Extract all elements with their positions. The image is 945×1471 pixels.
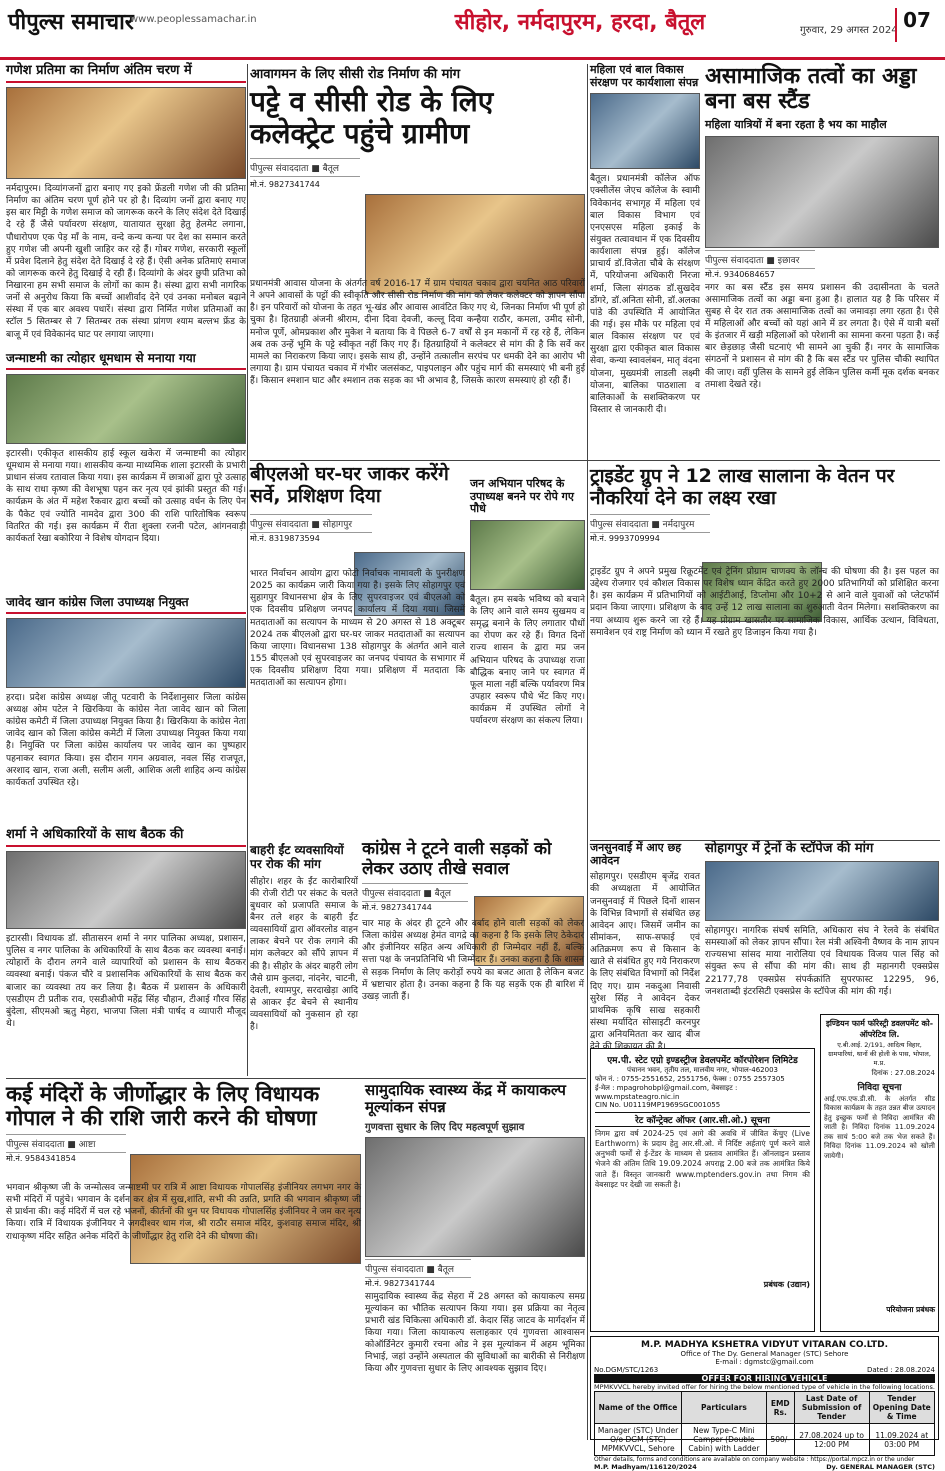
story-body: भगवान श्रीकृष्ण जी के जन्मोत्सव जन्माष्टमी पर रात्रि में आष्टा विधायक गोपालसिंह इंजीनियर लगभग नगर के सभी मंदिरों में पहुंचे। भगवान के दर्शन कर क्षेत्र में सुख,शांति, सभी की उन्नति, प्रगति की भगवान श्रीकृष्ण जी से प्रार्थना की। कई मंदिरों में चल रहे भजनों, कीर्तनों की धुन पर विधायक गोपालसिंह इंजीनियर ने जम कर नृत्य किया। रात्रि में विधायक इंजीनियर ने जगदीश्वर धाम गंज, श्री राठौर समाज मंदिर, कुशवाह समाज मंदिर, श्री राधाकृष्ण मंदिर सहित अनेक मंदिरों के जीर्णोद्धार हेतु राशि देने की घोषणा की। xyxy=(6,1183,361,1242)
row-rule xyxy=(6,1078,586,1079)
issue-date: गुरुवार, 29 अगस्त 2024 xyxy=(800,25,898,36)
ad-email[interactable]: E-mail : dgmstc@gmail.com xyxy=(715,1358,814,1366)
story-body: प्रधानमंत्री आवास योजना के अंतर्गत वर्ष 2016-17 में ग्राम पंचायत चकाव द्वारा चयनित आठ परिवारों ने अपने आवासों के पट्टों की स्वीकृति और सीसी रोड निर्माण की मांग को लेकर कलेक्टर को ज्ञापन सौंपा है। इन परिवारों को योजना के तहत भू-खंड और आवास आवंटित किए गए थे, जिनका निर्माण भी पूर्ण हो चुका है। हितग्राही अंजनी श्रीराम, दीना दिवा देवजी, कल्लू दिवा कन्हैया राठौर, कमला, उमीद सोनी, मनोज पूर्णे, ओमप्रकाश और मुकेश ने बताया कि वे पिछले 6-7 वर्षों से इन मकानों में रह रहे हैं, लेकिन अब तक उन्हें भूमि के पट्टे स्वीकृत नहीं किए गए हैं। हितग्राहियों ने कलेक्टर से मांग की है कि सर्वे कर मामले का निराकरण किया जाए। इसके साथ ही, उन्होंने तत्कालीन सरपंच पर धमकी देने का आरोप भी लगाया है। ग्राम पंचायत चकाव में गंभीर जलसंकट, पाइपलाइन और पहुंच मार्ग की समस्याएं भी बनी हुई हैं। किसान श्मशान घाट और श्मशान तक सड़क का भी अभाव है, जिसके कारण समस्याएं हो रही हैं। xyxy=(250,279,585,387)
table-cell: Manager (STC) Under O/o DGM (STC) MPMKVVCL, Sehore xyxy=(595,1424,682,1456)
ad-email[interactable]: ई-मेल : mpagrohobpl@gmail.com, वेबसाइट : www.mpstateagro.nic.in xyxy=(595,1084,738,1101)
table-header: Last Date of Submission of Tender xyxy=(794,1392,869,1424)
ad-office: Office of The Dy. General Manager (STC) Sehore xyxy=(680,1350,849,1358)
story-byline: पीपुल्स संवाददाता ■ सोहागपुर xyxy=(250,514,372,533)
story-byline: पीपुल्स संवाददाता ■ बैतूल xyxy=(365,1259,471,1278)
mahila-photo xyxy=(590,93,700,169)
story-body: सोहागपुर। नागरिक संघर्ष समिति, अधिकारा संघ ने रेलवे के संबंधित समस्याओं को लेकर ज्ञापन सौंपा। रेल मंत्री अश्विनी वैष्णव के नाम ज्ञापन राज्यसभा सांसद माया नारोलिया एवं विधायक विजय पाल सिंह को संयुक्त रूप से सौंपा की मांग की। साथ ही महानगरी एक्सप्रेस 22177,78 एक्सप्रेस संपर्कक्रांति सुपरफास्ट 12295, 96, जनशताब्दी इंटरसिटी एक्सप्रेस के स्टॉपेज की मांग की गई। xyxy=(705,925,939,997)
story-body: नर्मदापुरम। दिव्यांगजनों द्वारा बनाए गए इको फ्रेंडली गणेश जी की प्रतिमा निर्माण का अंतिम चरण पूर्ण होने पर हो है। दिव्यांग जनों द्वारा बनाए गए इस बार मिट्टी के गणेश समाज को जागरूक करने के लिए संदेश देते दिखाई दे रहे हैं जैसे पर्यावरण संरक्षण, यातायात सुरक्षा हेतु हेलमेट लगाना, पौधारोपण एक पेड़ माँ के नाम, वन्दे कन्य कन्या पर देश का सम्मान करते हुए गणेश जी अपनी खुशी जाहिर कर रहे हैं। गोबर गणेश, सरकारी स्कूलों में प्रवेश दिलाने हेतु संदेश देते दिखाई दे रहे हैं। ऐसी अनेक प्रतिमाएं समाज को जागरूक करने हेतु दिखाई दे रही हैं। दिव्यांगो के अंदर छुपी प्रतिभा को निखारना हम सभी समाज के लोगों का काम है। संस्था द्वारा सभी नागरिक जनों से अनुरोध किया कि बच्चों आशीर्वाद देने एवं उनका मनोबल बढ़ाने संस्था में एक बार अवश्य पधारें। संस्था द्वारा निर्मित गणेश प्रतिमाओं का स्टॉल 5 सितम्बर से 7 सितम्बर तक संस्था प्रांगण श्याम बल्लभ फ्रेंड के बाजू में एवं विवेकानंद घाट पर लगाया जाएगा। xyxy=(6,183,246,340)
hire-table xyxy=(594,1391,935,1456)
story-body: सीहोर। शहर के ईंट कारोबारियों की रोजी रोटी पर संकट के चलते बुधवार को प्रजापति समाज के बैनर तले शहर के बाहरी ईंट व्यवसायियों द्वारा ऑवरलोड वाहन लाकर बेचने पर रोक लगाने की मांग कलेक्टर को सौंपे ज्ञापन में की है। सीहोर के अंदर बाहरी लोग जैसे ग्राम कुलदा, नांदनेर, चाटनी, देवली, श्यामपुर, सरदाखेड़ा आदि से आकर ईंट बेचने से स्थानीय व्यवसायियों को नुकसान हो रहा है। xyxy=(250,876,358,1033)
ad-iffdc xyxy=(820,1014,939,1332)
sharma-photo xyxy=(6,851,246,929)
story-kayakalp xyxy=(365,1082,585,1440)
kayakalp-photo xyxy=(365,1137,585,1257)
story-phone: मो.नं. 9827341744 xyxy=(365,1278,435,1288)
story-byline: पीपुल्स संवाददाता ■ बैतूल xyxy=(250,158,360,177)
story-janmashtami xyxy=(6,352,246,582)
story-janabhiyan xyxy=(470,478,585,830)
ad-address: पंचानन भवन, तृतीय तल, मालवीय नगर, भोपाल-462003 xyxy=(626,1066,779,1074)
table-header: Particulars xyxy=(682,1392,767,1424)
story-headline: सामुदायिक स्वास्थ्य केंद्र में कायाकल्प मूल्यांकन संपन्न xyxy=(365,1081,566,1117)
row-rule xyxy=(250,460,940,461)
masthead xyxy=(0,0,945,60)
ad-title: इण्डियन फार्म फॉरेस्ट्री डवलपमेंट को-ऑपरेटिव लि. xyxy=(825,1019,934,1039)
story-byline: पीपुल्स संवाददाता ■ आष्टा xyxy=(6,1134,126,1153)
story-trains xyxy=(705,842,939,1042)
story-headline: बाहरी ईंट व्यवसायियों पर रोक की मांग xyxy=(250,843,344,871)
story-asamajik xyxy=(705,64,939,456)
table-header: EMD Rs. xyxy=(766,1392,794,1424)
ad-intro: MPMKVVCL hereby invited offer for hiring the below mentioned type of vehicle in the following locations. xyxy=(594,1383,935,1391)
ad-footer: Other details, forms and conditions are available on company website : https://portal.mpcz.in or the under xyxy=(594,1456,915,1463)
table-cell: 11.09.2024 at 03:00 PM xyxy=(869,1424,934,1456)
table-cell: 500/- xyxy=(766,1424,794,1456)
region-title: सीहोर, नर्मदापुरम, हरदा, बैतूल xyxy=(454,10,706,35)
story-trident xyxy=(590,466,939,838)
story-kicker: महिला एवं बाल विकास संरक्षण पर कार्यशाला संपन्न xyxy=(590,63,699,89)
story-headline: कांग्रेस ने टूटने वाली सड़कों को लेकर उठाए तीखे सवाल xyxy=(362,839,552,879)
column-rule xyxy=(247,64,248,1076)
story-body: बैतूल। हम सबके भविष्य को बचाने के लिए आने वाले समय सुखमय व समृद्ध बनाने के लिए लगातार पौधों का रोपण कर रहे हैं। विगत दिनों राज्य शासन के द्वारा मप्र जन अभियान परिषद के उपाध्यक्ष राजा बौद्धिक बनाए जाने पर स्वागत में फूल माला नहीं बल्कि पर्यावरण मित्र उपहार स्वरूप पौधे भेंट किए गए। कार्यक्रम में उपस्थित लोगों ने पर्यावरण संरक्षण का संकल्प लिया। xyxy=(470,594,585,727)
ad-title: M.P. MADHYA KSHETRA VIDYUT VITARAN CO.LTD. xyxy=(640,1340,889,1350)
ad-body: निगम द्वारा वर्ष 2024-25 एवं आगे की अवधि में जीवित केंचुए (Live Earthworm) के प्रदाय हेतु आर.सी.ओ. में निर्दिष्ट अर्हताएं पूर्ण करने वाले अनुभवी फर्मों से ई-टेंडर के माध्यम से प्रस्ताव आमंत्रित हैं। ऑनलाइन प्रस्ताव भेजने की अंतिम तिथि 19.09.2024 अपराह्न 2.00 बजे तक आमंत्रित किये जाते हैं। विस्तृत जानकारी www.mptenders.gov.in तथा निगम की वेबसाइट पर देखी जा सकती है। xyxy=(595,1129,810,1189)
story-kicker: आवागमन के लिए सीसी रोड निर्माण की मांग xyxy=(250,67,461,82)
story-body: सामुदायिक स्वास्थ्य केंद्र सेहरा में 28 अगस्त को कायाकल्प समग्र मूल्यांकन का भौतिक सत्यापन किया गया। इस प्रक्रिया का नेतृत्व प्रभारी खंड चिकित्सा अधिकारी डॉ. केदार सिंह जाटव के मार्गदर्शन में किया गया। जिला कायाकल्प सलाहकार एवं गुणवत्ता आश्वासन कोऑर्डिनेटर कुमारी रचना ओड ने इस मूल्यांकन में अहम भूमिका निभाई, जहां उन्होंने अस्पताल की सुविधाओं का बारीकी से निरीक्षण किया और गुणवत्ता सुधार के लिए आवश्यक सुझाव दिए। xyxy=(365,1291,585,1375)
story-headline: पट्टे व सीसी रोड के लिए कलेक्ट्रेट पहुंचे ग्रामीण xyxy=(250,85,494,151)
janmashtami-photo xyxy=(6,374,246,444)
story-ganesh xyxy=(6,63,246,340)
story-byline: पीपुल्स संवाददाता ■ इछावर xyxy=(705,250,815,269)
story-headline: कई मंदिरों के जीर्णोद्धार के लिए विधायक गोपाल ने की राशि जारी करने की घोषणा xyxy=(6,1082,320,1131)
story-headline: गणेश प्रतिमा का निर्माण अंतिम चरण में xyxy=(6,64,246,83)
story-body: चार माह के अंदर ही टूटने और बर्बाद होने वाली सड़कों को लेकर जिला कांग्रेस अध्यक्ष हेमंत वागद्रे का कहना है कि इसके लिए ठेकेदार और इंजीनियर सहित अन्य अधिकारी ही जिम्मेदार नहीं हैं, बल्कि सत्ता पक्ष के जनप्रतिनिधि भी जिम्मेदार हैं। उनका कहना है कि शासन से सड़क निर्माण के लिए करोड़ों रुपये का बजट आता है लेकिन बजट में भ्रष्टाचार होता है। उनका कहना है कि यह सड़कें एक ही बारिश में उखड़ जाती हैं। xyxy=(362,919,584,1002)
story-subhead: गुणवत्ता सुधार के लिए दिए महत्वपूर्ण सुझाव xyxy=(365,1121,525,1133)
janabhiyan-photo xyxy=(470,520,585,590)
ad-notice: रेट कॉन्ट्रेक्ट ऑफर (आर.सी.ओ.) सूचना xyxy=(595,1112,810,1127)
story-body: हरदा। प्रदेश कांग्रेस अध्यक्ष जीतू पटवारी के निर्देशानुसार जिला कांग्रेस अध्यक्ष ओम पटेल ने खिरकिया के कांग्रेस नेता जावेद खान को जिला कांग्रेस कमेटी में जिला उपाध्यक्ष नियुक्त किया है। खिरकिया के कांग्रेस नेता जावेद खान को जिला कांग्रेस कमेटी में जिला उपाध्यक्ष नियुक्त किया गया है। नियुक्ति पर जिला कांग्रेस कार्यालय पर जावेद खान का पुष्पहार पहनाकर स्वागत किया। इस दौरान गगन अग्रवाल, नवल सिंह राजपूत, अरशाद खान, राजा अली, सलीम अली, आशिक अली शाहिद अन्य कांग्रेस कार्यकर्ता उपस्थित रहे। xyxy=(6,692,246,788)
ad-title: एम.पी. स्टेट एग्रो इण्डस्ट्रीज डेवलपमेंट कॉरपोरेशन लिमिटेड xyxy=(607,1056,798,1066)
story-byline: पीपुल्स संवाददाता ■ नर्मदापुरम xyxy=(590,514,710,533)
story-phone: मो.नं. 9827341744 xyxy=(250,180,320,190)
story-body: इटारसी। एकीकृत शासकीय हाई स्कूल खकेरा में जन्माष्टमी का त्योहार धूमधाम से मनाया गया। शासकीय कन्या माध्यमिक शाला इटारसी के प्रभारी प्राधान संजय रतावाल किया गया। इस कार्यक्रम में छात्राओं द्वारा पूरे उत्साह के साथ राधा कृष्ण की वेशभूषा पहन कर नृत्य एवं झांकी प्रस्तुत की गई। कार्यक्रम के अंत में महेश रैकवार द्वारा बच्चों को उत्साह वर्धन के लिए पेन के पैकेट एवं ज्योति नामदेव द्वारा 300 की राशि पारितोषिक स्वरूप वितरित की गई। इस कार्यक्रम में रीता शुक्ला रजनी पटेल, आंगनवाड़ी कार्यकर्ता रेखा बकोरिया ने विशेष योगदान दिया। xyxy=(6,448,246,544)
story-sharma xyxy=(6,828,246,1068)
story-body: भारत निर्वाचन आयोग द्वारा फोटो निर्वाचक नामावली के पुनरीक्षण 2025 का कार्यक्रम जारी किया गया है। इसके लिए सोहागपुर एवं सुहागपुर विधानसभा क्षेत्र के लिए सुपरवाइजर एवं बीएलओ को एक दिवसीय प्रशिक्षण जनपद कार्यालय में दिया गया। जिसमें मतदाताओं का सत्यापन के माध्यम से 20 अगस्त से 18 अक्टूबर 2024 तक बीएलओ द्वारा घर-घर जाकर मतदाताओं का सत्यापन किया जाएगा। विधानसभा 138 सोहागपुर के अंतर्गत आने वाले 155 बीएलओ एवं सुपरवाइजर का जनपद पंचायत के सभागार में एक दिवसीय प्रशिक्षण दिया गया। प्रशिक्षण में मतदाता कि मतदाताओं का सत्यापन होगा। xyxy=(250,569,465,689)
story-headline: जन्माष्टमी का त्योहार धूमधाम से मनाया गया xyxy=(6,352,246,370)
story-bahari xyxy=(250,844,358,1080)
ad-offer: OFFER FOR HIRING VEHICLE xyxy=(594,1374,935,1383)
table-row xyxy=(595,1424,935,1456)
ad-mpsidc xyxy=(590,1048,815,1332)
story-headline: असामाजिक तत्वों का अड्डा बना बस स्टैंड xyxy=(705,64,917,115)
newspaper-brand: पीपुल्स समाचार xyxy=(8,10,134,35)
story-blo xyxy=(250,464,465,840)
story-phone: मो.नं. 9584341854 xyxy=(6,1154,76,1164)
story-phone: मो.नं. 9993709994 xyxy=(590,533,660,543)
table-cell: 27.08.2024 up to 12:00 PM xyxy=(794,1424,869,1456)
newspaper-url[interactable]: www.peoplessamachar.in xyxy=(130,14,257,25)
ad-signature: परियोजना प्रबंधक xyxy=(886,1305,935,1314)
ad-body: आई.एफ.एफ.डी.सी. के अंतर्गत सीड विकास कार्यक्रम के तहत उन्नत बीज उत्पादन हेतु इच्छुक फर्मों से निविदा आमंत्रित की जाती है। निविदा दिनांक 11.09.2024 तक सायं 5:00 बजे तक भेज सकते हैं। निविदा दिनांक 11.09.2024 को खोली जायेगी। xyxy=(824,1095,935,1160)
story-congress xyxy=(362,840,584,1080)
ganesh-photo xyxy=(6,87,246,179)
story-body: ट्राइडेंट ग्रुप ने अपने प्रमुख रिक्रूटमेंट एवं ट्रेनिंग प्रोग्राम चाणक्य के लॉन्च की घोषणा की है। इस पहल का उद्देश्य रोजगार एवं कौशल विकास पर विशेष ध्यान केंद्रित करते हुए 2000 प्रतिभागियों को प्रशिक्षित करना है। इस कार्यक्रम में प्रतिभागियों को आईटीआई, डिप्लोमा और 10+2 से आने वाले युवाओं को प्लेटफॉर्म प्रदान किया जाएगा। प्रशिक्षण के बाद उन्हें 12 लाख सालाना का शुरुआती वेतन मिलेगा। सशक्तिकरण का नया अध्याय शुरू करने जा रहे हैं। यह प्रोग्राम खासतौर पर सामाजिक विकास, आर्थिक उत्थान, विविधता, समावेशन एवं राष्ट्र निर्माण को ध्यान में रखते हुए डिजाइन किया गया है। xyxy=(590,567,939,638)
story-jansunwai xyxy=(590,842,700,1042)
story-headline: सोहागपुर में ट्रेनों के स्टॉपेज की मांग xyxy=(705,841,874,856)
story-body: सोहागपुर। एसडीएम बृजेंद्र रावत की अध्यक्षता में आयोजित जनसुनवाई में पिछले दिनों शासन के विभिन्न विभागों से संबंधित छह आवेदन आए। जिसमें जमीन का सीमांकन, साफ-सफाई एवं अतिक्रमण रूप से किसान के खाते से संबंधित हुए गये निराकरण के लिए संबंधित विभागों को निर्देश दिए गए। ग्राम नकदुआ निवासी सुरेश सिंह ने आवेदन देकर प्राथमिक कृषि साख सहकारी संस्था मर्यादित सोसाइटी करनपुर द्वारा अनियमितता कर खाद बीज xyxy=(590,872,700,1041)
javed-photo xyxy=(6,618,246,688)
trains-photo xyxy=(705,861,939,921)
story-headline: शर्मा ने अधिकारियों के साथ बैठक की xyxy=(6,828,246,847)
ad-cin: CIN No. U01119MP1969SGC001055 xyxy=(595,1101,721,1109)
row-rule xyxy=(590,840,940,841)
ad-ref: M.P. Madhyam/116120/2024 xyxy=(594,1463,697,1471)
ad-phone: फोन नं. : 0755-2551652, 2551756, फेक्स : 0755 2557305 xyxy=(595,1075,785,1083)
story-byline: पीपुल्स संवाददाता ■ बैतूल xyxy=(362,883,468,902)
story-mahila xyxy=(590,64,700,456)
story-body: इटारसी। विधायक डॉ. सीतासरन शर्मा ने नगर पालिका अध्यक्ष, प्रशासन, पुलिस व नगर पालिका के अधिकारियों के साथ बैठक कर व्यवस्था बनाई। त्योहारों के दौरान लगने वाले व्यापारियों को प्रशासन के साथ बैठकर व्यवस्था बनाई। पंकज चौरे व प्रशासनिक अधिकारियों के साथ बैठक कर बाजार का व्यवस्था तय कर लिया है। बैठक में प्रशासन के अधिकारी एसडीएम टी प्रतीक राव, एसडीओपी महेंद्र सिंह चौहान, टीआई गौरव सिंह बुंदेला, सीएमओ ऋतु मेहरा, भाजपा जिला मंत्री पार्षद व व्यापारी मौजूद थे। xyxy=(6,933,246,1029)
story-phone: मो.नं. 8319873594 xyxy=(250,533,320,543)
story-body: नगर का बस स्टैंड इस समय प्रशासन की उदासीनता के चलते असामाजिक तत्वों का अड्डा बना हुआ है। हालात यह है कि परिसर में सुबह से देर रात तक असामाजिक तत्वों का जमावड़ा लगा रहता है। ऐसे में महिलाओं और बच्चों को यहां आने में डर लगता है। ऐसे में यात्री बसों के इंतजार में खड़ी महिलाओं को परेशानी का सामना करना पड़ता है। कई बार छेड़छाड़ जैसी घटनाएं भी सामने आ चुकी हैं। नगर के सामाजिक संगठनों ने प्रशासन से मांग की है कि बस स्टैंड पर पुलिस चौकी स्थापित की जाए। वहीं पुलिस के सामने हुई लेकिन पुलिस कर्मी मूक दर्शक बनकर तमाशा देखते रहे। xyxy=(705,282,939,390)
story-headline: ट्राइडेंट ग्रुप ने 12 लाख सालाना के वेतन पर नौकरियां देने का लक्ष्य रखा xyxy=(590,465,895,509)
page-number: 07 xyxy=(895,8,937,42)
ad-notice: निविदा सूचना xyxy=(857,1083,902,1093)
asamajik-photo xyxy=(705,136,939,248)
table-header: Name of the Office xyxy=(595,1392,682,1424)
story-javed xyxy=(6,596,246,818)
ad-date: दिनांक : 27.08.2024 xyxy=(871,1069,935,1077)
story-patte xyxy=(250,64,585,456)
ad-signature: Dy. GENERAL MANAGER (STC) xyxy=(826,1463,935,1471)
ad-signature: प्रबंधक (उद्यान) xyxy=(763,1280,810,1289)
ad-address: ए.बी.आई. 2/191, आदित्य विहार, ग्रामपारियां, थानों की होली के पास, भोपाल, म.प्र. xyxy=(828,1041,931,1067)
table-header: Tender Opening Date & Time xyxy=(869,1392,934,1424)
story-headline: जनसुनवाई में आए छह आवेदन xyxy=(590,841,682,867)
story-phone: मो.नं. 9827341744 xyxy=(362,903,432,913)
story-subhead: महिला यात्रियों में बना रहता है भय का माहौल xyxy=(705,117,887,131)
table-cell: New Type-C Mini Camper (Double Cabin) with Ladder xyxy=(682,1424,767,1456)
story-headline: बीएलओ घर-घर जाकर करेंगे सर्वे, प्रशिक्षण दिया xyxy=(250,463,449,507)
story-headline: जन अभियान परिषद के उपाध्यक्ष बनने पर रोपे गए पौधे xyxy=(470,477,574,516)
column-rule xyxy=(587,64,588,1440)
story-phone: मो.नं. 9340684657 xyxy=(705,269,775,279)
ad-dated: Dated : 28.08.2024 xyxy=(866,1366,935,1374)
story-body: बैतूल। प्रधानमंत्री कॉलेज ऑफ एक्सीलेंस जेएच कॉलेज के स्वामी विवेकानंद सभागृह में महिला एवं बाल विकास विभाग एवं एनएसएस महिला इकाई के संयुक्त तत्वावधान में एक दिवसीय कार्यशाला संपन्न हुई। कॉलेज प्राचार्य डॉ.विजेता चौबे के संरक्षण में, परियोजना अधिकारी निरजा शर्मा, जिला संगठक डॉ.सुखदेव डोंगरे, डॉ.अनिता सोनी, डॉ.अलका पांडे की उपस्थिति में आयोजित की गई। इस मौके पर महिला एवं बाल विकास संरक्षण पर एवं सुरक्षा द्वारा एकीकृत बाल विकास सेवा, कन्या स्वावलंबन, मातृ वंदना योजना, मुख्यमंत्री लाडली लक्ष्मी योजना, बालिका पाठशाला व बालिकाओं के सशक्तिकरण पर विस्तार से जानकारी दी। xyxy=(590,174,700,415)
ad-mpmkvvcl xyxy=(590,1336,939,1471)
story-headline: जावेद खान कांग्रेस जिला उपाध्यक्ष नियुक्त xyxy=(6,596,246,614)
story-mandir xyxy=(6,1082,361,1440)
ad-number: No.DGM/STC/1263 xyxy=(594,1366,659,1374)
